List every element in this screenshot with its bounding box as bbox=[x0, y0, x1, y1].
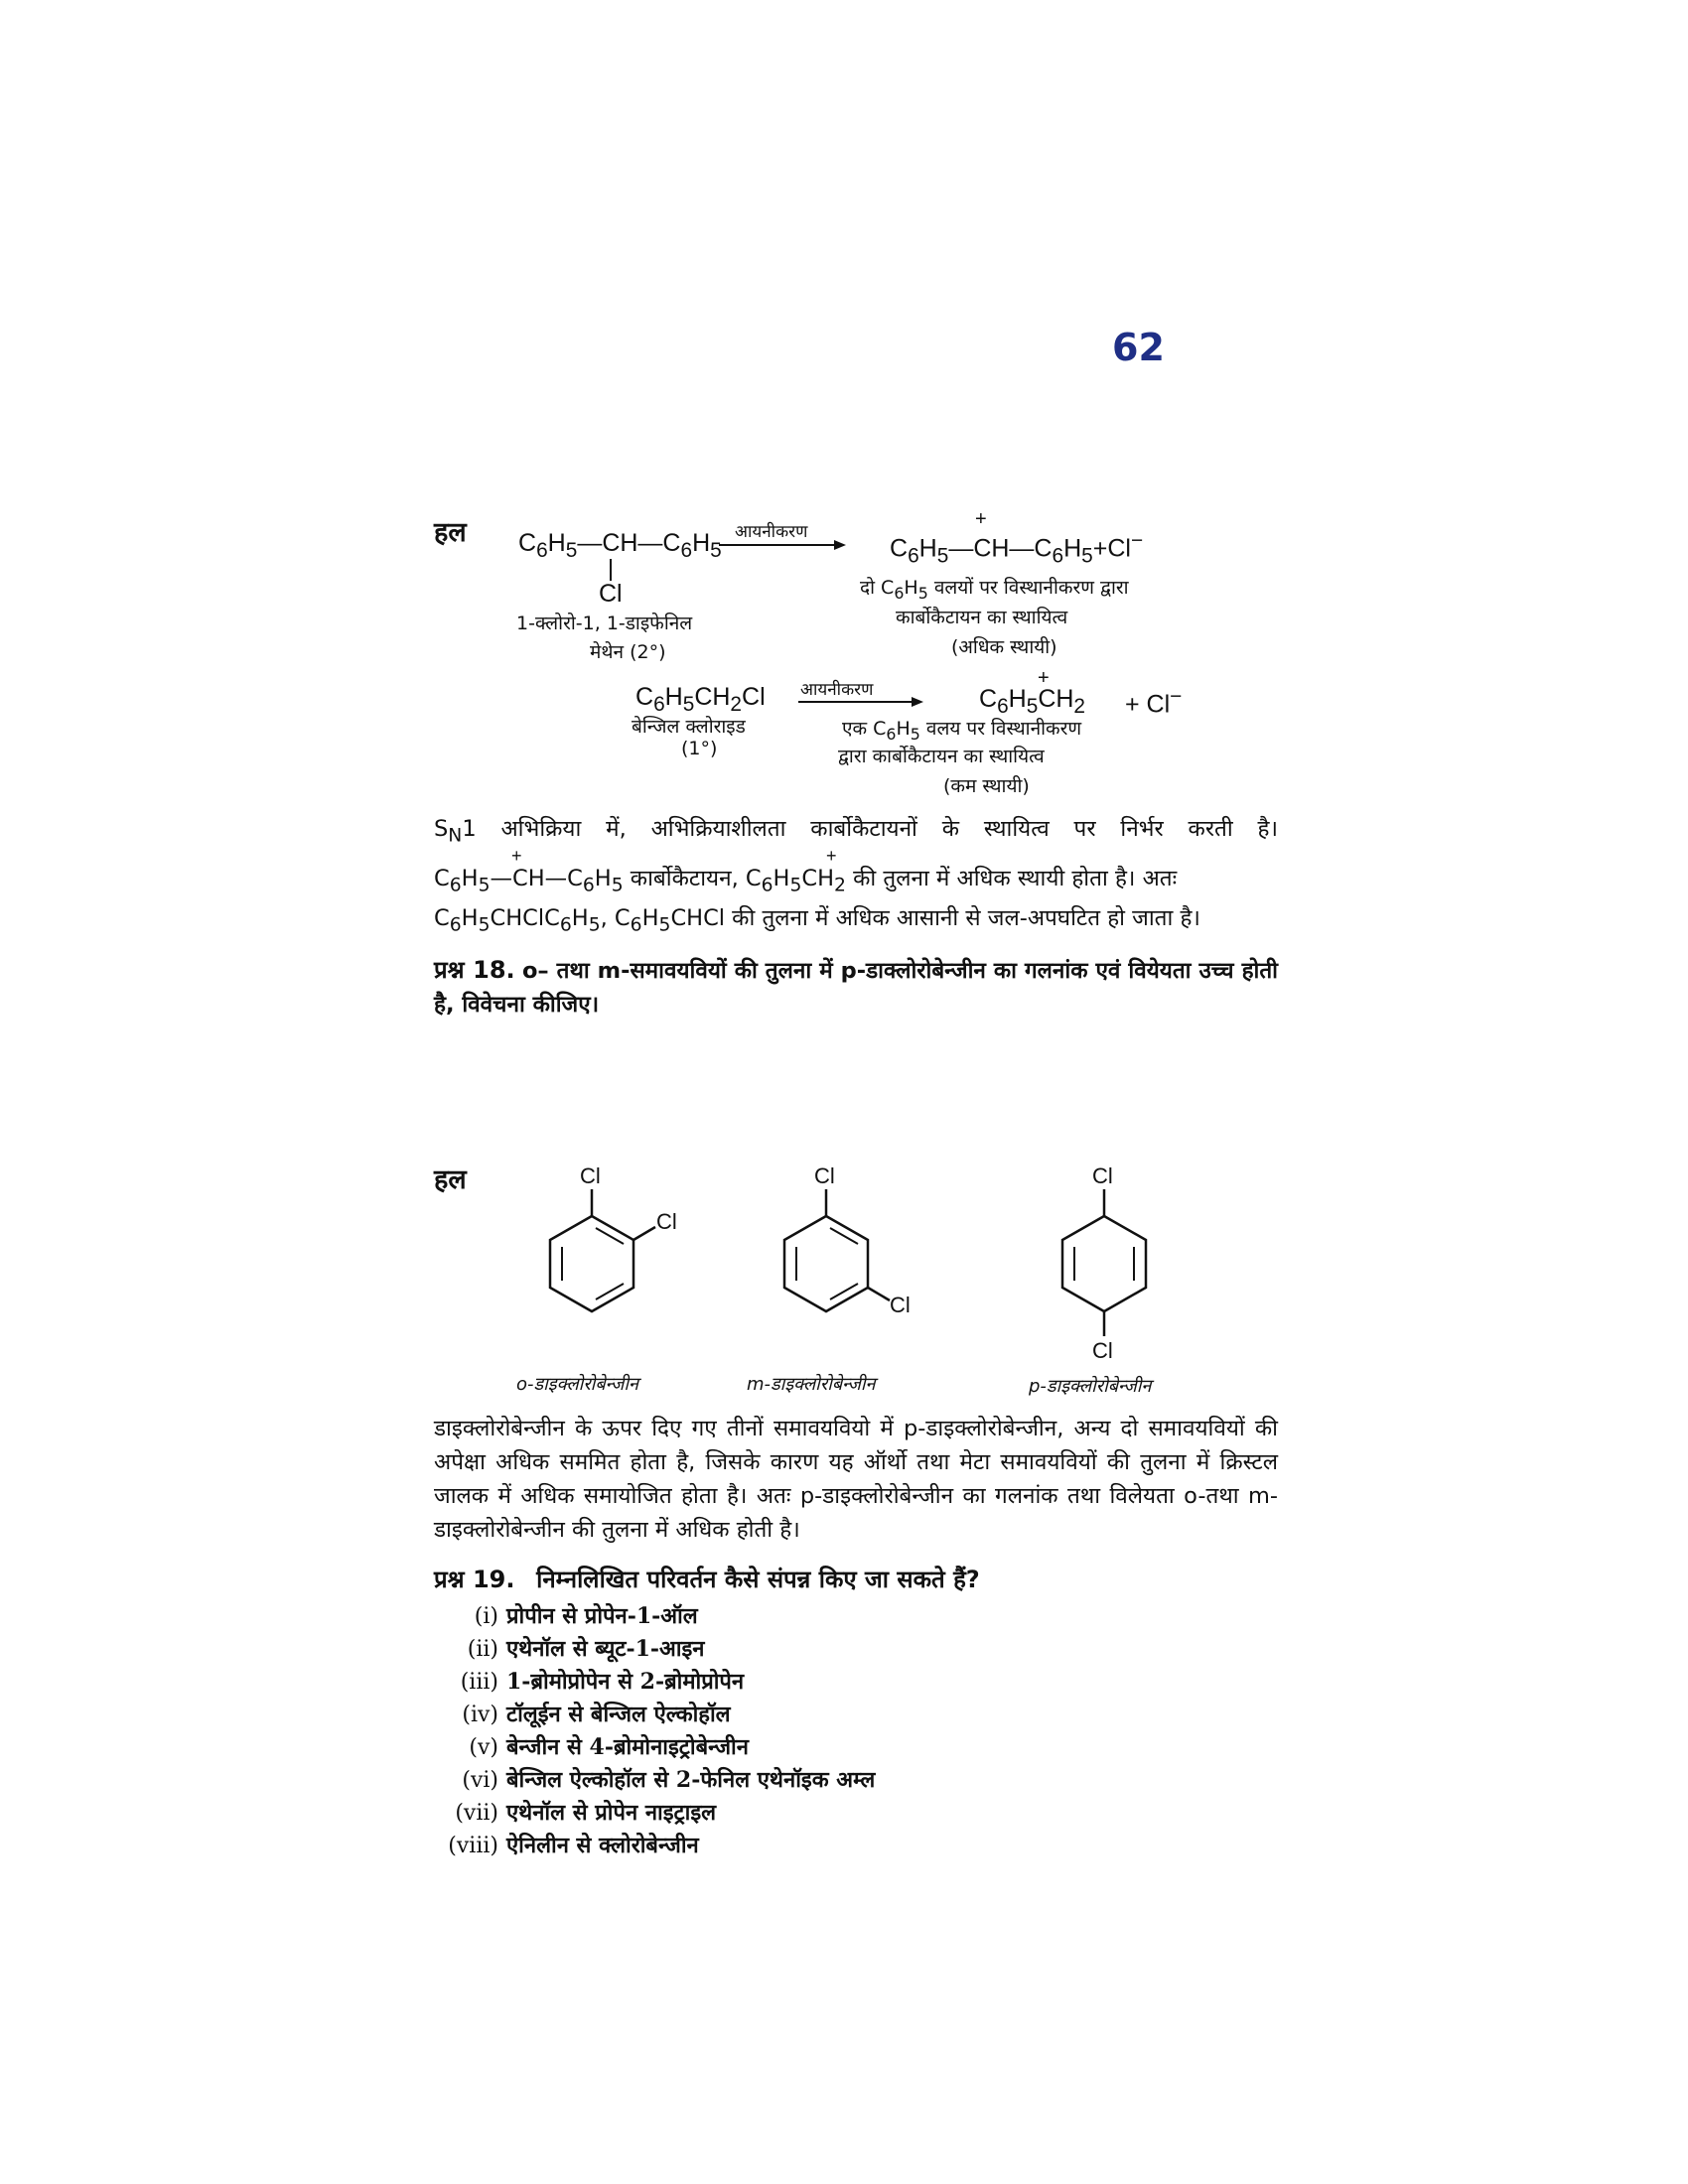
question18-label: प्रश्न 18. bbox=[434, 956, 515, 984]
explanation1-line3: $C_6H_5CHClC_6H_5$, $C_6H_5CHCl$ की तुलना में अधिक आसानी से जल-अपघटित हो जाता है। bbox=[434, 905, 1200, 936]
question19-list bbox=[437, 1600, 875, 1862]
list-item: (iii) 1-ब्रोमोप्रोपेन से 2-ब्रोमोप्रोपेन bbox=[460, 1669, 745, 1695]
explanation1-line2: $C_6H_5—CH—C_6H_5$ कार्बोकैटायन, $C_6H_5CH_2$ की तुलना में अधिक स्थायी होता है। अतः bbox=[434, 866, 1178, 896]
reaction1-note-2: कार्बोकैटायन का स्थायित्व bbox=[896, 607, 1068, 628]
reaction2-reactant: $C_6H_5CH_2Cl$ bbox=[635, 683, 766, 716]
reaction1-product-plus: + bbox=[975, 508, 987, 530]
ortho-cl-second: Cl bbox=[656, 1209, 677, 1234]
meta-label: m-डाइक्लोरोबेन्जीन bbox=[747, 1374, 876, 1395]
para-cl-top: Cl bbox=[1092, 1163, 1113, 1188]
reaction1-reactant-cl: Cl bbox=[599, 580, 623, 608]
reaction1-product: $C_6H_5—CH—C_6H_5+Cl^-$ bbox=[890, 529, 1144, 568]
list-item: (ii) एथेनॉल से ब्यूट-1-आइन bbox=[467, 1636, 705, 1662]
question19-text: निम्नलिखित परिवर्तन कैसे संपन्न किए जा सकते हैं? bbox=[536, 1566, 980, 1593]
bond-line bbox=[610, 559, 612, 581]
reaction2-product-plus: + bbox=[1038, 667, 1050, 689]
page-number: 62 bbox=[1112, 326, 1165, 369]
reaction2-reactant-name: बेन्जिल क्लोराइड bbox=[632, 716, 746, 738]
list-item: (vi) बेन्जिल ऐल्कोहॉल से 2-फेनिल एथेनॉइक अम्ल bbox=[462, 1767, 876, 1793]
question18 bbox=[434, 953, 1278, 1022]
question19 bbox=[434, 1563, 980, 1595]
meta-cl-second: Cl bbox=[890, 1293, 911, 1317]
explanation1-line1: $S_N1$ अभिक्रिया में, अभिक्रियाशीलता कार्बोकैटायनों के स्थायित्व पर निर्भर करती है। bbox=[434, 816, 1278, 847]
reaction1-arrow bbox=[719, 538, 848, 552]
solution2-label: हल bbox=[434, 1164, 467, 1195]
reaction2-arrow bbox=[798, 695, 927, 709]
reaction2-note: एक $C_6H_5$ वलय पर विस्थानीकरण bbox=[842, 718, 1082, 744]
reaction1-reactant: $C_6H_5—CH—C_6H_5$ bbox=[518, 529, 722, 562]
explanation2: डाइक्लोरोबेन्जीन के ऊपर दिए गए तीनों समावयवियो में p-डाइक्लोरोबेन्जीन, अन्य दो समावयवियों की अपेक्षा अधिक सममित होता है, जिसके कारण यह ऑर्थो तथा मेटा समावयवियों की तुलना में क्रिस्टल जालक में अधिक समायोजित होता है। अतः p-डाइक्लोरोबेन्जीन का गलनांक तथा विलेयता o-तथा m-डाइक्लोरोबेन्जीन की तुलना में अधिक होती है। bbox=[434, 1416, 1278, 1543]
explanation-plus-2: + bbox=[826, 846, 837, 866]
solution-label: हल bbox=[434, 517, 467, 548]
list-item: (i) प्रोपीन से प्रोपेन-1-ऑल bbox=[474, 1603, 698, 1629]
reaction1-note: दो $C_6H_5$ वलयों पर विस्थानीकरण द्वारा bbox=[860, 577, 1129, 603]
reaction2-reactant-name-2: (1°) bbox=[681, 738, 718, 759]
para-cl-second: Cl bbox=[1092, 1338, 1113, 1363]
question18-text: o– तथा m-समावयवियों की तुलना में p-डाक्लोरोबेन्जीन का गलनांक एवं वियेयता उच्च होती है, विवेचना कीजिए। bbox=[434, 958, 1278, 1018]
reaction2-product-cl: + Cl− bbox=[1125, 685, 1183, 719]
reaction1-reactant-name-2: मेथेन (2°) bbox=[590, 641, 666, 663]
reaction1-note-3: (अधिक स्थायी) bbox=[951, 636, 1057, 658]
reaction2-product: $C_6H_5CH_2$ bbox=[979, 685, 1086, 718]
para-label: p-डाइक्लोरोबेन्जीन bbox=[1029, 1376, 1152, 1397]
reaction1-reactant-name: 1-क्लोरो-1, 1-डाइफेनिल bbox=[516, 613, 693, 634]
question19-label: प्रश्न 19. bbox=[434, 1566, 515, 1593]
reaction2-arrow-label: आयनीकरण bbox=[800, 680, 874, 700]
meta-dichlorobenzene-structure bbox=[751, 1161, 949, 1330]
reaction1-arrow-label: आयनीकरण bbox=[735, 522, 808, 542]
explanation-plus: + bbox=[511, 846, 522, 866]
reaction2-note-3: (कम स्थायी) bbox=[943, 775, 1030, 797]
reaction2-note-2: द्वारा कार्बोकैटायन का स्थायित्व bbox=[838, 746, 1045, 767]
list-item: (v) बेन्जीन से 4-ब्रोमोनाइट्रोबेन्जीन bbox=[469, 1734, 749, 1760]
ortho-dichlorobenzene-structure bbox=[516, 1161, 715, 1330]
ortho-label: o-डाइक्लोरोबेन्जीन bbox=[516, 1374, 638, 1395]
list-item: (iv) टॉलूईन से बेन्जिल ऐल्कोहॉल bbox=[462, 1702, 731, 1727]
para-dichlorobenzene-structure bbox=[1029, 1161, 1227, 1360]
meta-cl-top: Cl bbox=[814, 1163, 835, 1188]
list-item: (vii) एथेनॉल से प्रोपेन नाइट्राइल bbox=[455, 1800, 717, 1826]
list-item: (viii) ऐनिलीन से क्लोरोबेन्जीन bbox=[448, 1833, 699, 1858]
ortho-cl-top: Cl bbox=[580, 1163, 601, 1188]
